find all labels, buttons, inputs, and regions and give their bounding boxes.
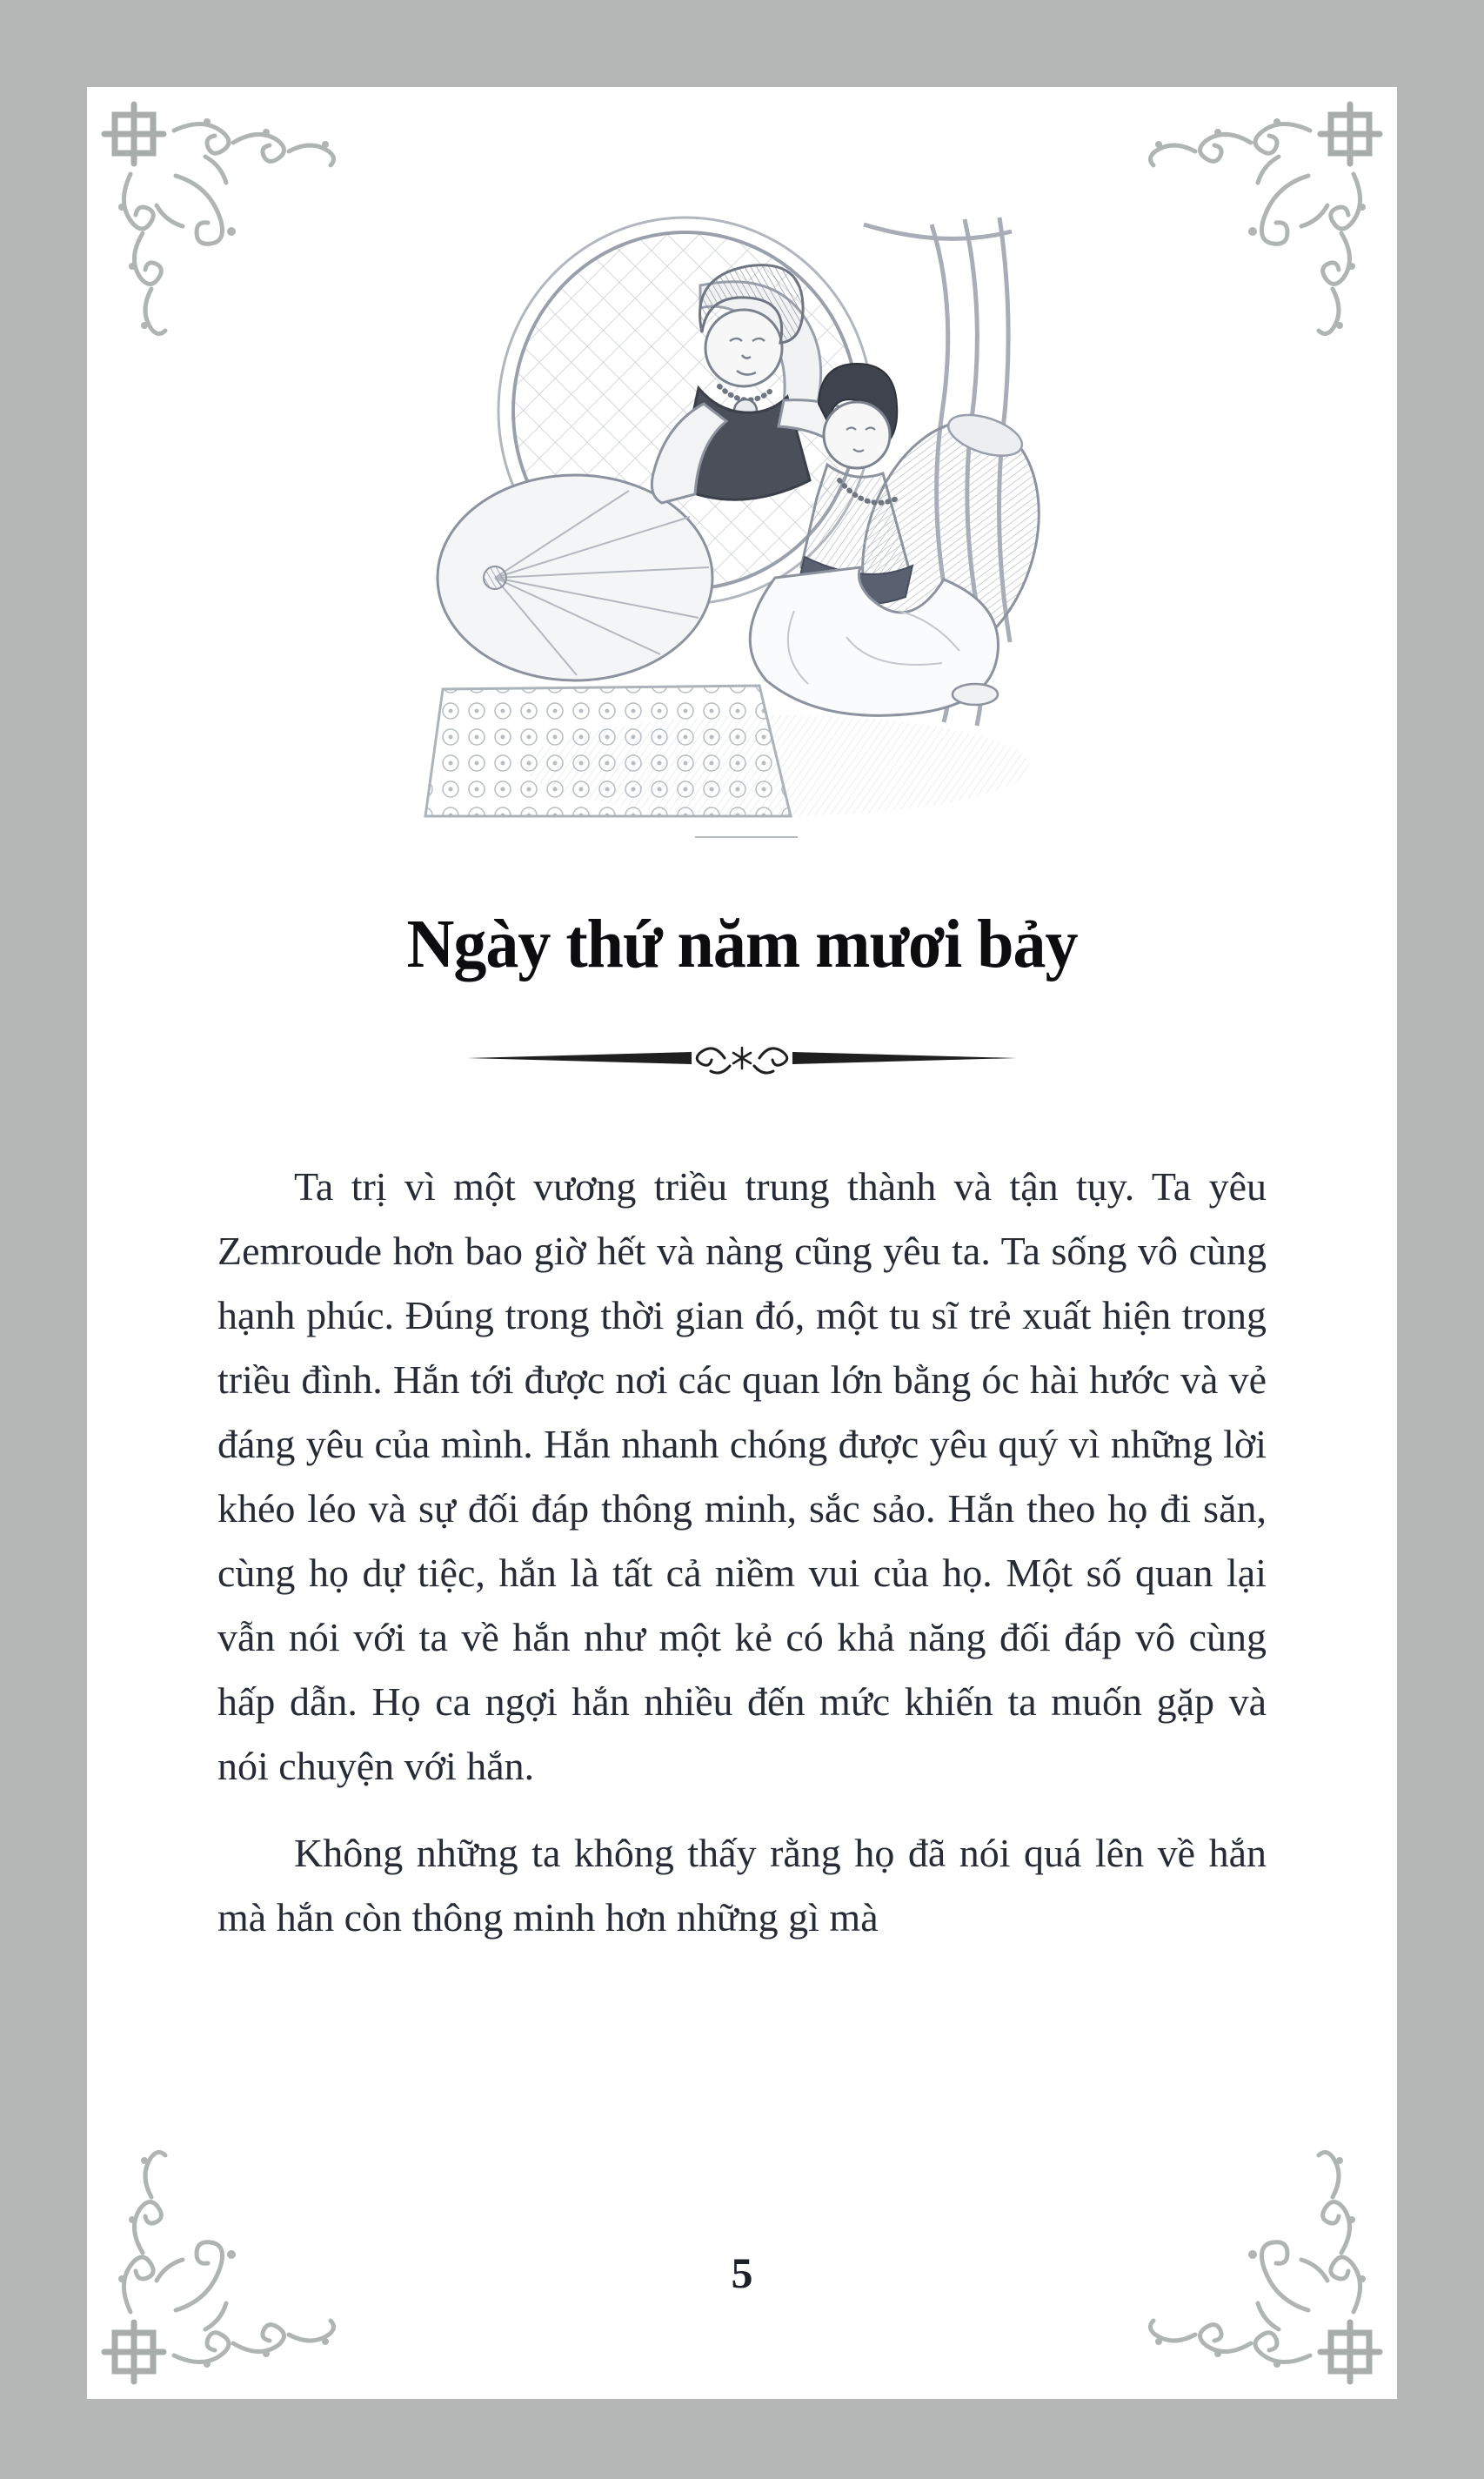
ornamental-divider [464, 1029, 1020, 1085]
illustration-engraving-two-women [411, 202, 1073, 863]
page [87, 87, 1397, 2399]
paragraph-2: Không những ta không thấy rằng họ đã nói quá lên về hắn mà hắn còn thông minh hơn những gì mà [217, 1831, 1267, 1940]
page-number: 5 [731, 2248, 753, 2297]
paragraph-1: Ta trị vì một vương triều trung thành và tận tụy. Ta yêu Zemroude hơn bao giờ hết và nàng cũng yêu ta. Ta sống vô cùng hạnh phúc. Đúng trong thời gian đó, một tu sĩ trẻ xuất hiện trong triều đình. Hắn tới được nơi các quan lớn bằng óc hài hước và vẻ đáng yêu của mình. Hắn nhanh chóng được yêu quý vì những lời khéo léo và sự đối đáp thông minh, sắc sảo. Hắn theo họ đi săn, cùng họ dự tiệc, hắn là tất cả niềm vui của họ. Một số quan lại vẫn nói với ta về hắn như một kẻ có khả năng đối đáp vô cùng hấp dẫn. Họ ca ngợi hắn nhiều đến mức khiến ta muốn gặp và nói chuyện với hắn. [217, 1164, 1267, 1788]
chapter-title: Ngày thứ năm mươi bảy [406, 906, 1078, 982]
corner-ornament-top-right [1122, 101, 1383, 362]
corner-ornament-top-left [101, 101, 362, 362]
body-text [217, 1155, 1267, 1950]
